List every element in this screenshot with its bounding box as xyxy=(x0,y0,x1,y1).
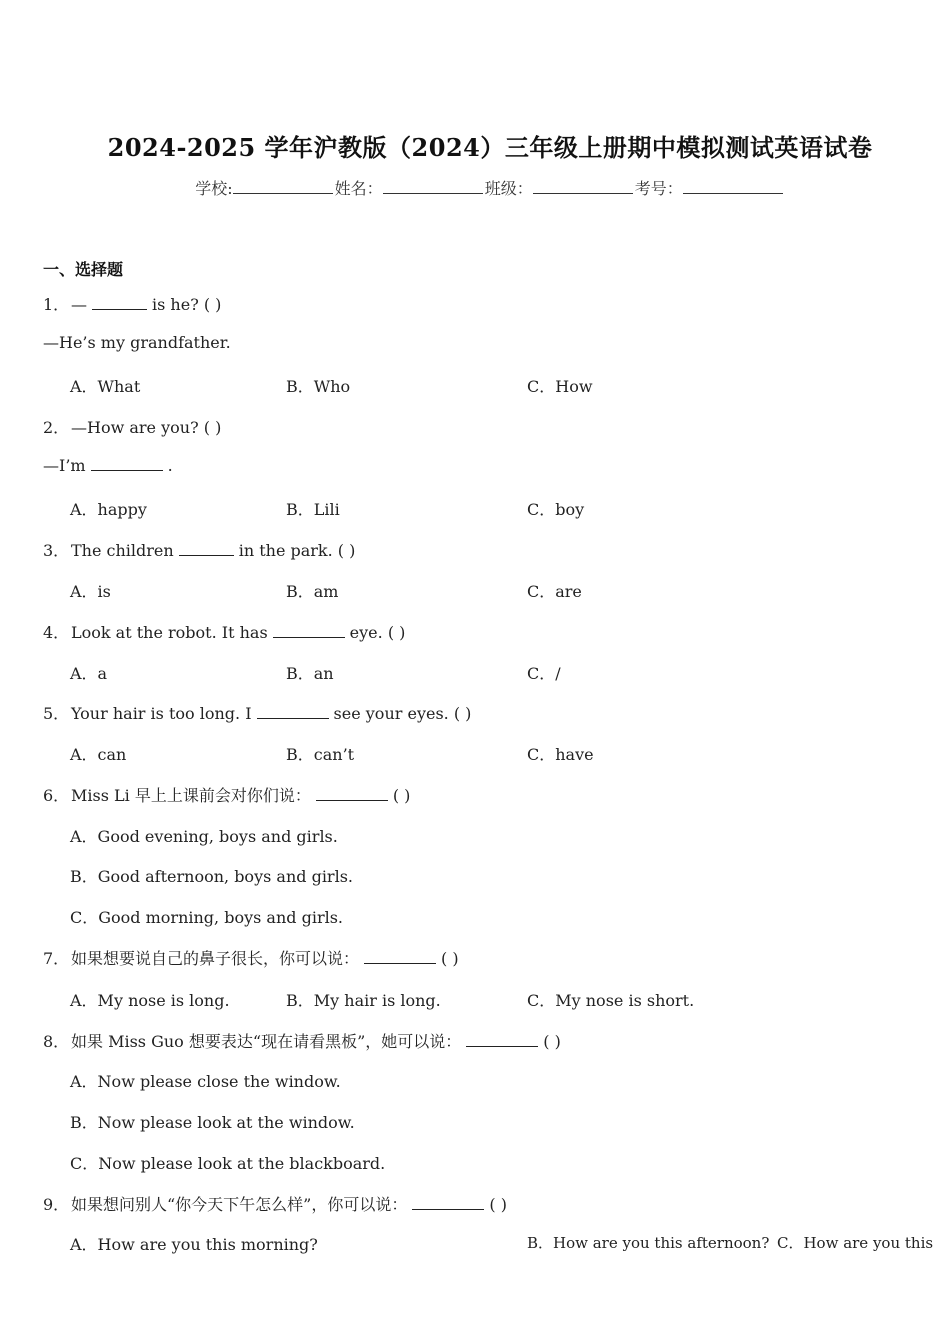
exam-title: 2024-2025 学年沪教版（2024）三年级上册期中模拟测试英语试卷 xyxy=(107,133,873,162)
question-4: 4． Look at the robot. It has eye. ( ) xyxy=(43,623,406,642)
answer-blank xyxy=(257,704,329,719)
option-c[interactable]: C．My nose is short. xyxy=(527,991,695,1010)
question-2-reply: —I’m . xyxy=(43,456,173,475)
answer-blank xyxy=(273,623,345,638)
section-heading: 一、选择题 xyxy=(43,260,124,279)
exam-number-label: 考号： xyxy=(634,179,683,198)
option-c[interactable]: C．How are you this xyxy=(777,1234,934,1252)
option-c[interactable]: C．have xyxy=(527,745,594,764)
student-info-row xyxy=(0,176,950,199)
option-c[interactable]: C．boy xyxy=(527,500,585,519)
option-c[interactable]: C．How xyxy=(527,377,593,396)
question-1-reply: —He’s my grandfather. xyxy=(43,333,231,352)
option-a[interactable]: A．is xyxy=(70,582,111,601)
option-a[interactable]: A．How are you this morning? xyxy=(70,1235,318,1254)
name-blank[interactable] xyxy=(383,179,483,194)
option-a[interactable]: A．My nose is long. xyxy=(70,991,230,1010)
answer-blank xyxy=(91,456,163,471)
option-a[interactable]: A．a xyxy=(70,664,108,683)
answer-blank xyxy=(316,786,388,801)
class-blank[interactable] xyxy=(533,179,633,194)
question-9: 9． 如果想问别人“你今天下午怎么样”，你可以说： ( ) xyxy=(43,1195,507,1214)
option-b[interactable]: B．can’t xyxy=(286,745,355,764)
school-blank[interactable] xyxy=(233,179,333,194)
option-c[interactable]: C．Now please look at the blackboard. xyxy=(70,1154,386,1173)
name-label: 姓名： xyxy=(334,179,383,198)
option-a[interactable]: A．Good evening, boys and girls. xyxy=(70,827,338,846)
option-a[interactable]: A．happy xyxy=(70,500,147,519)
answer-blank xyxy=(412,1195,484,1210)
option-a[interactable]: A．What xyxy=(70,377,141,396)
school-label: 学校: xyxy=(195,179,233,198)
option-b[interactable]: B．an xyxy=(286,664,334,683)
exam-number-blank[interactable] xyxy=(683,179,783,194)
answer-blank xyxy=(466,1032,538,1047)
question-2: 2． —How are you? ( ) xyxy=(43,418,222,437)
question-8: 8． 如果 Miss Guo 想要表达“现在请看黑板”，她可以说： ( ) xyxy=(43,1032,561,1051)
question-6: 6． Miss Li 早上上课前会对你们说： ( ) xyxy=(43,786,411,805)
option-b[interactable]: B．Now please look at the window. xyxy=(70,1113,355,1132)
option-c[interactable]: C．Good morning, boys and girls. xyxy=(70,908,344,927)
option-c[interactable]: C．are xyxy=(527,582,582,601)
question-7: 7． 如果想要说自己的鼻子很长，你可以说： ( ) xyxy=(43,949,459,968)
option-b[interactable]: B．My hair is long. xyxy=(286,991,441,1010)
option-a[interactable]: A．can xyxy=(70,745,127,764)
answer-blank xyxy=(179,541,234,556)
option-a[interactable]: A．Now please close the window. xyxy=(70,1072,341,1091)
question-5: 5． Your hair is too long. I see your eyes. ( ) xyxy=(43,704,472,723)
question-3: 3． The children in the park. ( ) xyxy=(43,541,356,560)
answer-blank xyxy=(92,295,147,310)
answer-blank xyxy=(364,949,436,964)
option-b[interactable]: B．Good afternoon, boys and girls. xyxy=(70,867,353,886)
option-b[interactable]: B．Lili xyxy=(286,500,340,519)
option-b[interactable]: B．How are you this afternoon? xyxy=(527,1234,770,1252)
option-b[interactable]: B．Who xyxy=(286,377,351,396)
class-label: 班级： xyxy=(484,179,533,198)
question-1: 1． — is he? ( ) xyxy=(43,295,222,314)
option-b[interactable]: B．am xyxy=(286,582,339,601)
option-c[interactable]: C．/ xyxy=(527,664,561,683)
